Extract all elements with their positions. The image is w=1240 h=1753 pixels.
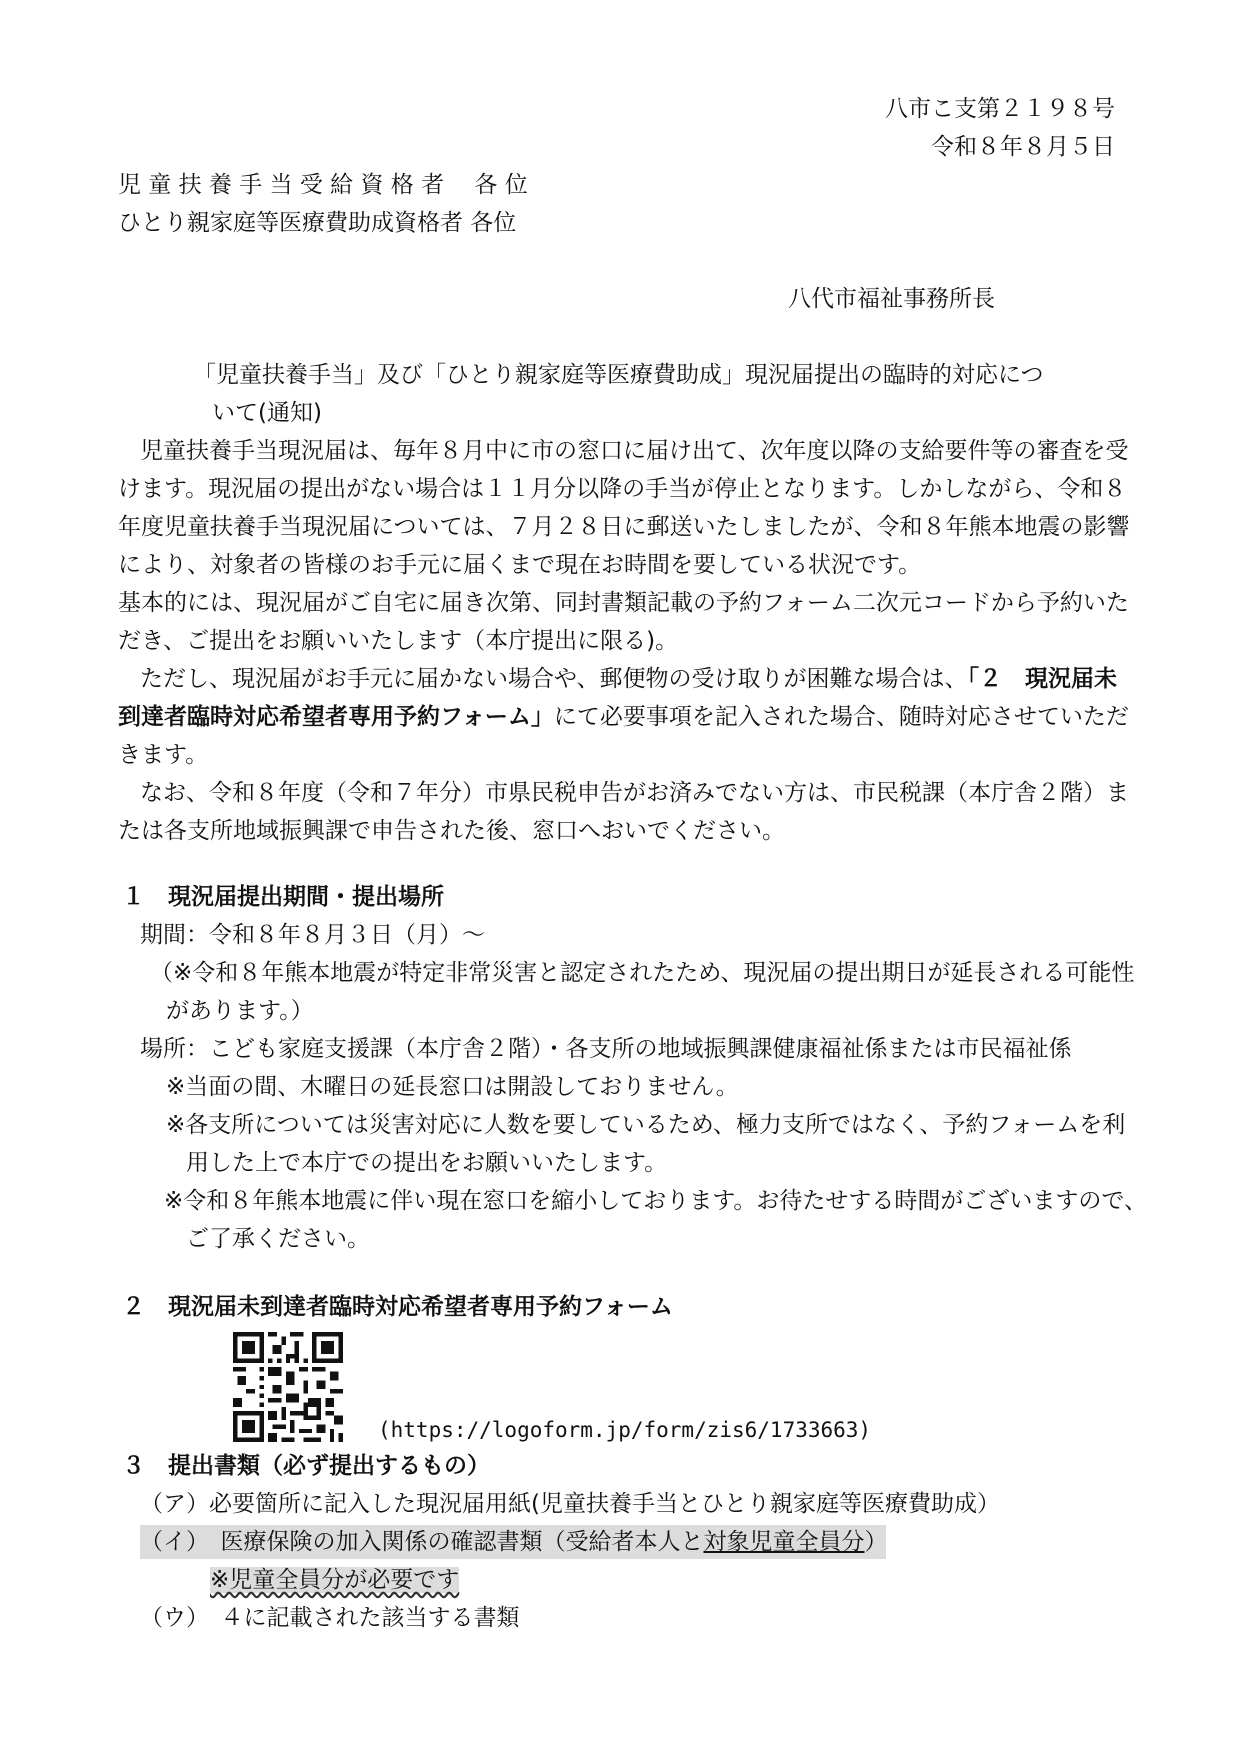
form-reference-start: 「２ 現況届未 bbox=[967, 666, 1118, 692]
item-i-text: （イ） 医療保険の加入関係の確認書類（受給者本人と bbox=[140, 1529, 704, 1555]
body-line-4: により、対象者の皆様のお手元に届くまで現在お時間を要している状況です。 bbox=[118, 552, 922, 578]
qr-code-icon[interactable] bbox=[233, 1332, 343, 1442]
note-3-line-2: 用した上で本庁での提出をお願いいたします。 bbox=[186, 1150, 668, 1176]
issue-date: 令和８年８月５日 bbox=[931, 134, 1115, 160]
body-line-11: たは各支所地域振興課で申告された後、窓口へおいでください。 bbox=[118, 818, 785, 844]
item-i-underlined: 対象児童全員分 bbox=[703, 1529, 865, 1555]
note-1-line-1: （※令和８年熊本地震が特定非常災害と認定されたため、現況届の提出期日が延長される可能性 bbox=[150, 960, 1135, 986]
item-u: （ウ） ４に記載された該当する書類 bbox=[140, 1605, 520, 1631]
body-line-8-text: にて必要事項を記入された場合、随時対応させていただ bbox=[553, 704, 1129, 730]
body-line-2: けます。現況届の提出がない場合は１１月分以降の手当が停止となります。しかしながら、令和８ bbox=[118, 476, 1127, 502]
item-a: （ア）必要箇所に記入した現況届用紙(児童扶養手当とひとり親家庭等医療費助成） bbox=[140, 1491, 1000, 1517]
note-4-line-2: ご了承ください。 bbox=[186, 1226, 370, 1252]
recipient-1: 児 童 扶 養 手 当 受 給 資 格 者 各 位 bbox=[118, 172, 528, 198]
body-line-7-text: ただし、現況届がお手元に届かない場合や、郵便物の受け取りが困難な場合は、 bbox=[140, 666, 968, 692]
form-reference-end: 到達者臨時対応希望者専用予約フォーム」 bbox=[118, 704, 554, 730]
item-i-note bbox=[210, 1563, 459, 1597]
doc-number: 八市こ支第２１９８号 bbox=[885, 96, 1115, 122]
section-1-heading: １ 現況届提出期間・提出場所 bbox=[122, 884, 444, 910]
period: 期間：令和８年８月３日（月）～ bbox=[140, 922, 485, 948]
body-line-9: きます。 bbox=[118, 742, 209, 768]
body-line-3: 年度児童扶養手当現況届については、７月２８日に郵送いたしましたが、令和８年熊本地震の影響 bbox=[118, 514, 1130, 540]
body-line-1: 児童扶養手当現況届は、毎年８月中に市の窓口に届け出て、次年度以降の支給要件等の審査を受 bbox=[140, 438, 1129, 464]
section-3-heading: ３ 提出書類（必ず提出するもの） bbox=[122, 1453, 490, 1479]
item-i-note-text: ※児童全員分が必要です bbox=[210, 1567, 460, 1593]
note-1-line-2: があります。） bbox=[166, 998, 314, 1024]
section-2-heading: ２ 現況届未到達者臨時対応希望者専用予約フォーム bbox=[122, 1294, 673, 1320]
title-line-2: いて(通知) bbox=[212, 400, 322, 426]
body-line-10: なお、令和８年度（令和７年分）市県民税申告がお済みでない方は、市民税課（本庁舎２階）ま bbox=[140, 780, 1129, 806]
title-line-1: 「児童扶養手当」及び「ひとり親家庭等医療費助成」現況届提出の臨時的対応につ bbox=[193, 362, 1044, 388]
body-line-7 bbox=[140, 662, 1117, 696]
form-url-link[interactable]: (https://logoform.jp/form/zis6/1733663) bbox=[378, 1418, 872, 1442]
body-line-5: 基本的には、現況届がご自宅に届き次第、同封書類記載の予約フォーム二次元コードから予約いた bbox=[118, 590, 1129, 616]
note-4-line-1: ※令和８年熊本地震に伴い現在窓口を縮小しております。お待たせする時間がございますので、 bbox=[164, 1188, 1147, 1214]
recipient-2: ひとり親家庭等医療費助成資格者 各位 bbox=[118, 210, 517, 236]
item-i-close: ） bbox=[864, 1529, 888, 1555]
body-line-8 bbox=[118, 700, 1129, 734]
note-3-line-1: ※各支所については災害対応に人数を要しているため、極力支所ではなく、予約フォームを利 bbox=[166, 1112, 1126, 1138]
sender: 八代市福祉事務所長 bbox=[788, 286, 995, 312]
item-i bbox=[140, 1525, 886, 1559]
place: 場所：こども家庭支援課（本庁舎２階）・各支所の地域振興課健康福祉係または市民福祉係 bbox=[140, 1036, 1072, 1062]
body-line-6: だき、ご提出をお願いいたします（本庁提出に限る)。 bbox=[118, 628, 679, 654]
note-2: ※当面の間、木曜日の延長窓口は開設しておりません。 bbox=[166, 1074, 739, 1100]
